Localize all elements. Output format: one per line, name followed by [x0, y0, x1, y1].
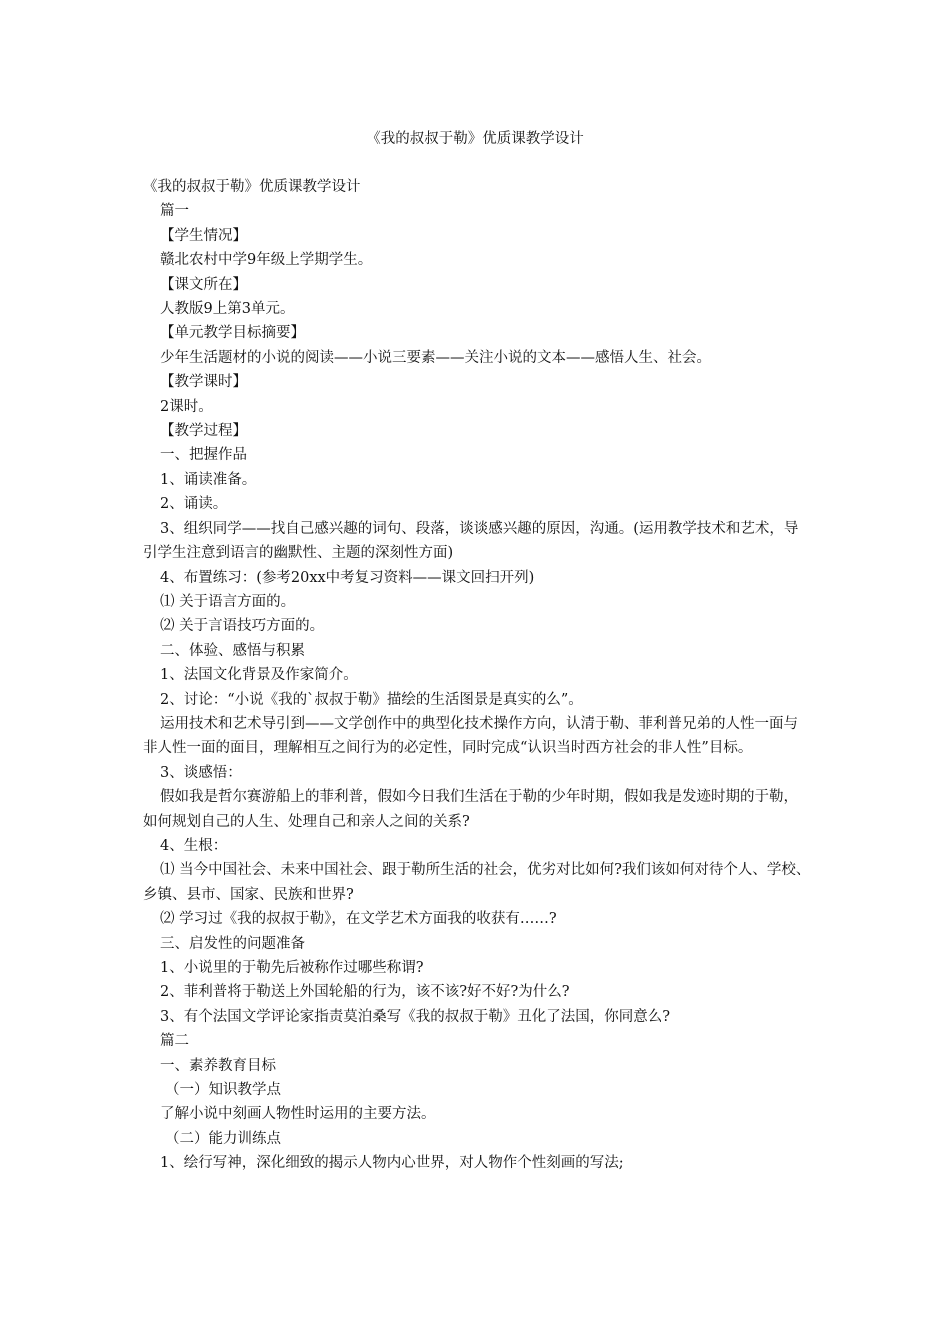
text-line: 2、诵读。	[160, 496, 228, 513]
heading-teaching-process: 【教学过程】	[160, 423, 247, 440]
document-title: 《我的叔叔于勒》优质课教学设计	[366, 131, 584, 147]
text-line: 1、诵读准备。	[160, 471, 257, 488]
text-line: 3、谈感悟：	[160, 764, 242, 781]
heading-student-situation: 【学生情况】	[160, 227, 247, 244]
heading-class-hours: 【教学课时】	[160, 374, 247, 391]
paragraph: 3、组织同学——找自己感兴趣的词句、段落，谈谈感兴趣的原因，沟通。(运用教学技术和艺术，导引学生注意到语言的幽默性、主题的深刻性方面)	[143, 520, 799, 562]
subheading: 二、体验、感悟与积累	[160, 642, 305, 659]
heading-unit-goals: 【单元教学目标摘要】	[160, 325, 305, 342]
section-label-part-one: 篇一	[160, 203, 189, 220]
body-heading: 《我的叔叔于勒》优质课教学设计	[143, 179, 361, 195]
list-item: ⑴ 关于语言方面的。	[160, 593, 296, 610]
section-label-part-two: 篇二	[160, 1033, 189, 1050]
list-item: ⑵ 关于言语技巧方面的。	[160, 618, 325, 635]
subheading: 一、素养教育目标	[160, 1057, 276, 1074]
subheading: 三、启发性的问题准备	[160, 935, 305, 952]
text-line: 1、绘行写神，深化细致的揭示人物内心世界，对人物作个性刻画的写法;	[160, 1155, 624, 1172]
text-line: 少年生活题材的小说的阅读——小说三要素——关注小说的文本——感悟人生、社会。	[160, 349, 711, 366]
text-line: 4、生根：	[160, 837, 228, 854]
text-line: 了解小说中刻画人物性时运用的主要方法。	[160, 1106, 436, 1123]
text-line: 1、法国文化背景及作家简介。	[160, 667, 358, 684]
paragraph: 运用技术和艺术导引到——文学创作中的典型化技术操作方向，认清于勒、菲利普兄弟的人性一面与非人性一面的面目，理解相互之间行为的必定性，同时完成“认识当时西方社会的非人性”目标。	[143, 715, 798, 757]
subheading: （二）能力训练点	[165, 1130, 281, 1147]
list-item: ⑵ 学习过《我的叔叔于勒》，在文学艺术方面我的收获有……?	[160, 911, 557, 928]
text-line: 2、菲利普将于勒送上外国轮船的行为，该不该?好不好?为什么?	[160, 984, 570, 1001]
text-line: 2课时。	[160, 398, 213, 415]
document-body	[143, 175, 811, 1176]
text-line: 赣北农村中学9年级上学期学生。	[160, 252, 373, 269]
heading-text-location: 【课文所在】	[160, 276, 247, 293]
text-line: 人教版9上第3单元。	[160, 301, 295, 318]
subheading: （一）知识教学点	[165, 1082, 281, 1099]
text-line: 1、小说里的于勒先后被称作过哪些称谓?	[160, 960, 424, 976]
text-line: 4、布置练习：(参考20xx中考复习资料——课文回扫开列)	[160, 569, 535, 586]
text-line: 3、有个法国文学评论家指责莫泊桑写《我的叔叔于勒》丑化了法国，你同意么?	[160, 1008, 670, 1025]
paragraph: ⑴ 当今中国社会、未来中国社会、跟于勒所生活的社会，优劣对比如何?我们该如何对待个人、学校、乡镇、县市、国家、民族和世界?	[143, 862, 811, 903]
subheading: 一、把握作品	[160, 447, 247, 464]
text-line: 2、讨论：“小说《我的`叔叔于勒》描绘的生活图景是真实的么”。	[160, 691, 583, 708]
paragraph: 假如我是哲尔赛游船上的菲利普，假如今日我们生活在于勒的少年时期，假如我是发迹时期的于勒，如何规划自己的人生、处理自己和亲人之间的关系?	[143, 789, 798, 830]
